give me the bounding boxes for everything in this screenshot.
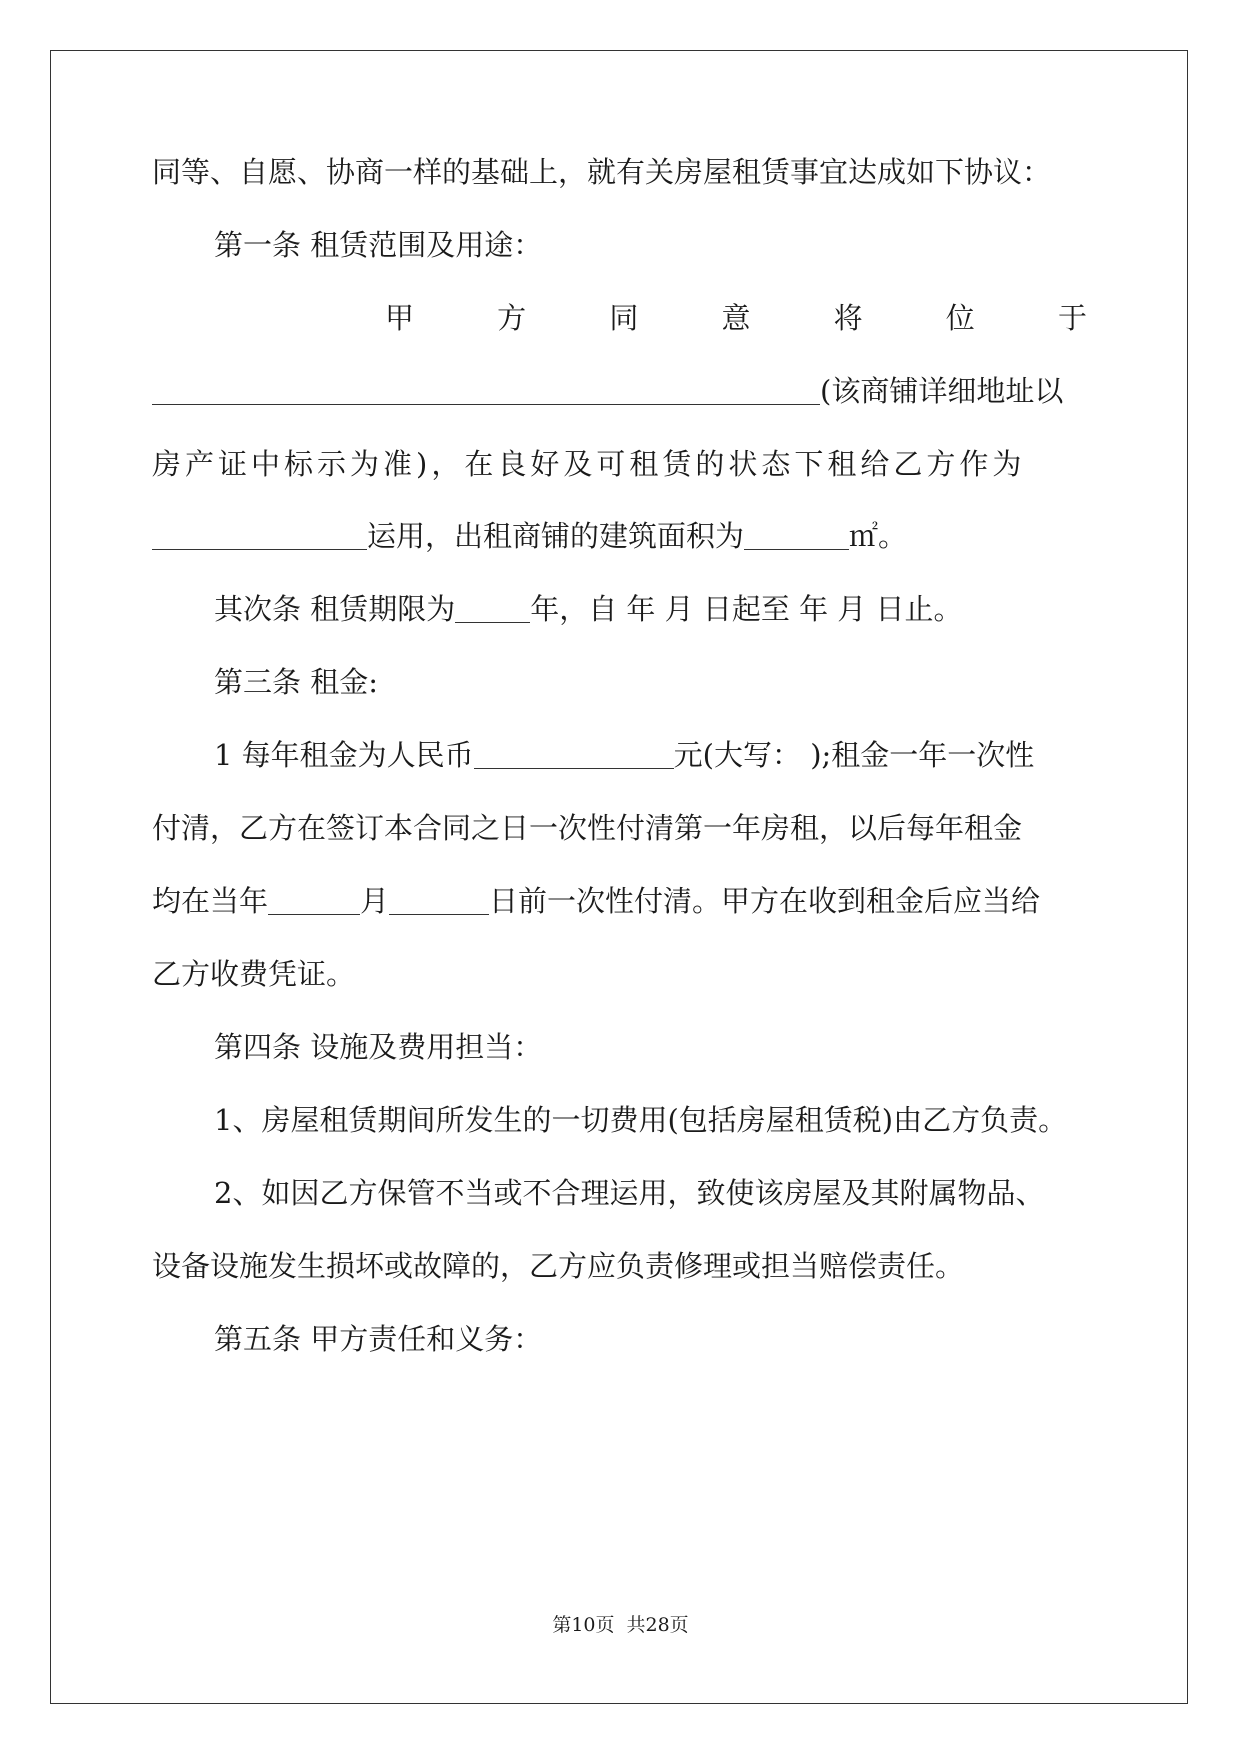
article-1-line-1 [385,298,1087,338]
article-3-heading: 第三条 租金: [214,665,378,699]
page-footer [0,1612,1241,1638]
rent-amount-blank[interactable] [474,738,674,769]
article-4-item-2-line-1: 2、如因乙方保管不当或不合理运用，致使该房屋及其附属物品、 [214,1176,1045,1210]
article-4-item-2-line-2: 设备设施发生损坏或故障的，乙方应负责修理或担当赔偿责任。 [152,1249,965,1283]
spread-char: 于 [1057,301,1087,335]
article-5-heading: 第五条 甲方责任和义务： [214,1322,543,1356]
spread-char: 方 [497,301,527,335]
term-years-blank[interactable] [455,592,530,623]
payment-text-a: 均在当年 [152,884,269,918]
page-number: 第10页 [552,1614,615,1636]
spread-char: 位 [945,301,975,335]
spread-char: 将 [833,301,863,335]
page-total: 共28页 [626,1614,689,1636]
payment-text-b: 月 [360,884,390,918]
address-note: (该商铺详细地址以 [820,374,1064,408]
usage-text: 运用，出租商铺的建筑面积为 [367,519,745,553]
article-1-line-2 [152,371,1087,411]
article-4-heading: 第四条 设施及费用担当： [214,1030,543,1064]
rent-text-a: 1 每年租金为人民币 [214,738,474,772]
payment-day-blank[interactable] [389,884,489,915]
article-4-item-1: 1、房屋租赁期间所发生的一切费用(包括房屋租赁税)由乙方负责。 [214,1103,1068,1137]
article-2 [214,589,1149,629]
article-1-heading: 第一条 租赁范围及用途： [214,228,543,262]
article-1-line-3: 房产证中标示为准)，在良好及可租赁的状态下租给乙方作为 [152,447,1026,481]
area-blank[interactable] [744,519,849,550]
article-1-line-4 [152,516,1087,556]
payment-month-blank[interactable] [268,884,360,915]
rent-text-b: 元(大写： );租金一年一次性 [673,738,1035,772]
spread-char: 同 [609,301,639,335]
article-3-line-3 [152,881,1087,921]
spread-char: 甲 [385,301,415,335]
payment-text-c: 日前一次性付清。甲方在收到租金后应当给 [489,884,1041,918]
paragraph-intro: 同等、自愿、协商一样的基础上，就有关房屋租赁事宜达成如下协议： [152,155,1052,189]
usage-blank[interactable] [152,519,367,550]
article-3-line-2: 付清，乙方在签订本合同之日一次性付清第一年房租，以后每年租金 [152,811,1023,845]
address-blank[interactable] [152,374,820,405]
article-3-line-4: 乙方收费凭证。 [152,957,356,991]
spread-char: 意 [721,301,751,335]
article-2-text-b: 年，自 年 月 日起至 年 月 日止。 [530,592,963,626]
article-2-text-a: 其次条 租赁期限为 [214,592,456,626]
area-unit: ㎡。 [849,519,908,553]
article-3-line-1 [214,735,1149,775]
